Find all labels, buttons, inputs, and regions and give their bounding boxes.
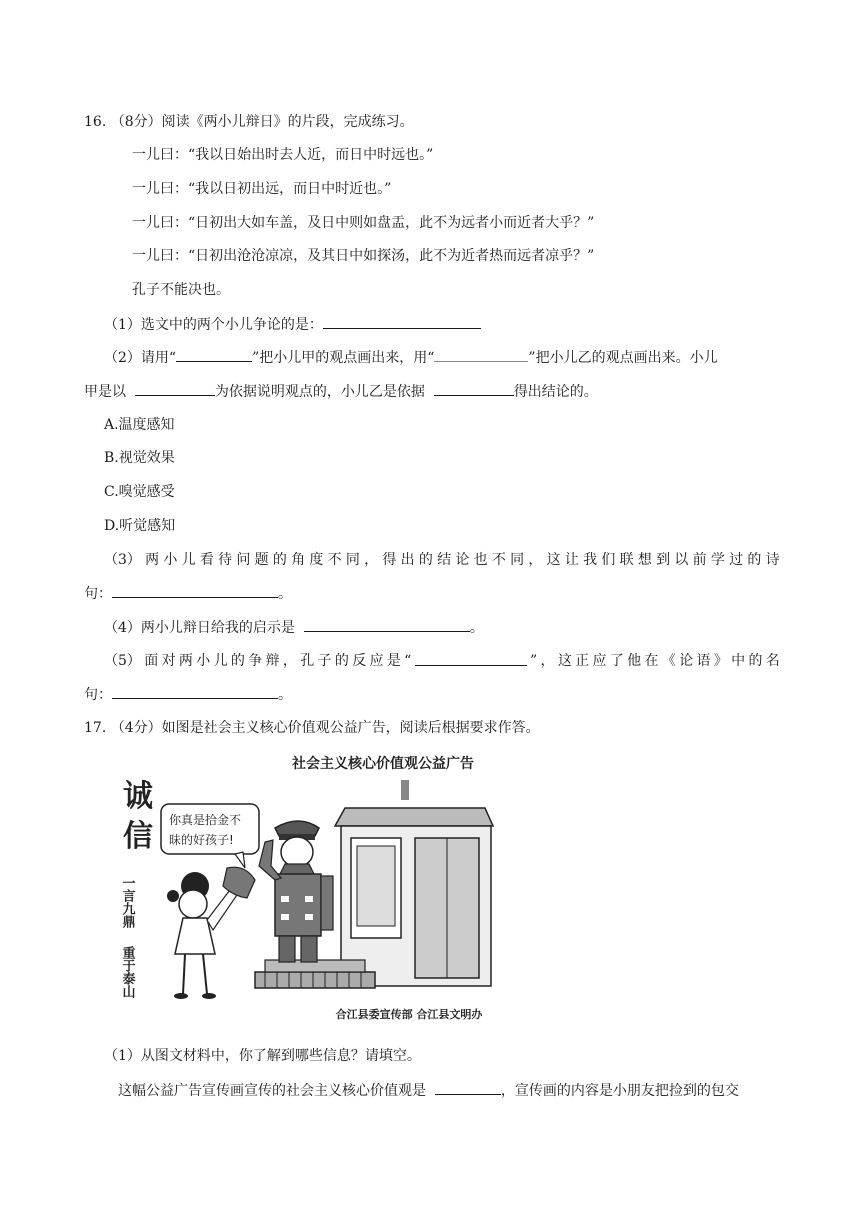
- text-char: 的: [334, 653, 349, 669]
- q17-sub1-text-a: 这幅公益广告宣传画宣传的社会主义核心价值观是: [118, 1083, 426, 1099]
- text-char: 论: [455, 552, 470, 568]
- text-char: 了: [609, 653, 624, 669]
- q16-sub2-text-a: （2）请用“: [104, 350, 177, 366]
- q16-sub3-end: 。: [278, 586, 292, 602]
- poster-credit: 合江县委宣传部 合江县文明办: [335, 1008, 483, 1021]
- text-char: 同: [510, 552, 525, 568]
- text-char: 前: [692, 552, 707, 568]
- q16-sub2-text-f: 得出结论的。: [513, 384, 598, 400]
- q16-sub5-line1: [104, 651, 780, 671]
- passage-line-2: 一儿曰：“我以日初出远，而日中时近也。”: [132, 181, 392, 197]
- text-char: 度: [309, 552, 324, 568]
- text-char: 应: [369, 653, 384, 669]
- text-char: （5）: [104, 653, 141, 669]
- text-char: 问: [236, 552, 251, 568]
- text-char: 的: [230, 653, 245, 669]
- bubble-text-1: 你真是拾金不: [169, 813, 242, 827]
- text-char: 两: [178, 653, 193, 669]
- text-char: 论: [679, 653, 694, 669]
- answer-blank[interactable]: [135, 381, 215, 396]
- q16-sub2-text-c: ”把小儿乙的观点画出来。小儿: [528, 350, 718, 366]
- text-char: 的: [418, 552, 433, 568]
- passage-line-1: 一儿曰：“我以日始出时去人近，而日中时远也。”: [132, 147, 434, 163]
- q16-sub2-text-b: ”把小儿甲的观点画出来，用“: [252, 350, 435, 366]
- q16-sub4-end: 。: [469, 620, 484, 636]
- underline-sample-solid[interactable]: [176, 347, 252, 362]
- text-char: 小: [163, 552, 178, 568]
- text-char: ，: [282, 653, 297, 669]
- text-char: “: [404, 653, 412, 669]
- text-char: 的: [272, 552, 287, 568]
- text-char: ”: [530, 653, 538, 669]
- text-char: ，: [528, 552, 543, 568]
- sentry-box: [335, 780, 493, 986]
- text-char: 应: [592, 653, 607, 669]
- text-char: 反: [352, 653, 367, 669]
- answer-blank[interactable]: [434, 381, 514, 396]
- text-char: 《: [661, 653, 676, 669]
- q16-sub2-text-d: 甲是以: [84, 384, 126, 400]
- q16-sub5-end: 。: [278, 687, 292, 703]
- answer-blank[interactable]: [304, 617, 470, 632]
- text-char: 的: [747, 552, 762, 568]
- text-char: 得: [382, 552, 397, 568]
- text-char: 角: [291, 552, 306, 568]
- answer-blank[interactable]: [112, 684, 278, 699]
- q16-sub5-line2: [84, 684, 292, 705]
- text-char: 两: [145, 552, 160, 568]
- text-char: 看: [199, 552, 214, 568]
- text-char: 到: [656, 552, 671, 568]
- question-17-header: 17. （4分）如图是社会主义核心价值观公益广告，阅读后根据要求作答。: [84, 720, 540, 736]
- text-char: 孔: [300, 653, 315, 669]
- q16-sub3-line2: [84, 583, 292, 604]
- q16-sub1-text: （1）选文中的两个小儿争论的是：: [104, 317, 323, 333]
- q16-sub2-text-e: 为依据说明观点的，小儿乙是依据: [214, 384, 425, 400]
- text-char: 他: [627, 653, 642, 669]
- text-char: 是: [386, 653, 401, 669]
- answer-blank[interactable]: [415, 651, 527, 666]
- answer-blank[interactable]: [112, 583, 278, 598]
- text-char: 诗: [765, 552, 780, 568]
- text-char: 名: [765, 653, 780, 669]
- text-char: ，: [364, 552, 379, 568]
- text-char: 中: [731, 653, 746, 669]
- q16-sub3-text-b: 句：: [84, 586, 112, 602]
- text-char: 小: [196, 653, 211, 669]
- q16-sub2-line2: [84, 381, 598, 402]
- text-char: 在: [644, 653, 659, 669]
- answer-blank[interactable]: [323, 314, 481, 329]
- text-char: 面: [144, 653, 159, 669]
- text-char: 学: [710, 552, 725, 568]
- question-16-header: 16. （8分）阅读《两小儿辩日》的片段，完成练习。: [84, 114, 414, 130]
- text-char: 联: [619, 552, 634, 568]
- option-a: A.温度感知: [104, 417, 175, 433]
- text-char: 对: [161, 653, 176, 669]
- q16-sub1: [104, 314, 481, 335]
- poster-motto-2: 重于泰山: [119, 946, 135, 998]
- text-char: 以: [674, 552, 689, 568]
- q16-sub4-text: （4）两小儿辩日给我的启示是: [104, 620, 295, 636]
- text-char: 待: [218, 552, 233, 568]
- public-service-poster: [115, 746, 505, 1028]
- text-char: 正: [575, 653, 590, 669]
- text-char: 语: [696, 653, 711, 669]
- text-char: 子: [317, 653, 332, 669]
- q17-sub1-body: [118, 1080, 739, 1101]
- text-char: ，: [540, 653, 555, 669]
- poster-illustration: [115, 746, 505, 1028]
- poster-char-1: 诚: [123, 779, 153, 814]
- text-char: 出: [400, 552, 415, 568]
- q17-sub1-text-b: ，宣传画的内容是小朋友把捡到的包交: [500, 1083, 739, 1099]
- q17-sub1: （1）从图文材料中，你了解到哪些信息？请填空。: [104, 1048, 421, 1064]
- platform: [255, 960, 375, 988]
- text-char: 辩: [265, 653, 280, 669]
- bubble-text-2: 昧的好孩子!: [169, 833, 234, 847]
- underline-sample-thin[interactable]: [434, 347, 528, 362]
- text-char: 过: [729, 552, 744, 568]
- text-char: 题: [254, 552, 269, 568]
- option-d: D.听觉感知: [104, 518, 176, 534]
- text-char: 这: [546, 552, 561, 568]
- text-char: 不: [327, 552, 342, 568]
- text-char: 这: [557, 653, 572, 669]
- q16-sub3-line1: [104, 550, 780, 570]
- poster-motto-1: 一言九鼎: [119, 876, 135, 928]
- text-char: 让: [564, 552, 579, 568]
- poster-char-2: 信: [123, 819, 153, 854]
- text-char: 想: [637, 552, 652, 568]
- option-c: C.嗅觉感受: [104, 484, 175, 500]
- q16-sub2-line1: [104, 347, 718, 368]
- q16-sub5-text-b: 句：: [84, 687, 112, 703]
- text-char: 不: [491, 552, 506, 568]
- passage-line-4: 一儿曰：“日初出沧沧凉凉，及其日中如探汤，此不为近者热而远者凉乎？”: [132, 248, 595, 264]
- text-char: 们: [601, 552, 616, 568]
- passage-line-5: 孔子不能决也。: [132, 282, 230, 298]
- text-char: 儿: [181, 552, 196, 568]
- text-char: 同: [345, 552, 360, 568]
- passage-line-3: 一儿曰：“日初出大如车盖，及日中则如盘盂，此不为远者小而近者大乎？”: [132, 215, 595, 231]
- text-char: 结: [437, 552, 452, 568]
- text-char: 儿: [213, 653, 228, 669]
- text-char: 的: [748, 653, 763, 669]
- poster-title: 社会主义核心价值观公益广告: [292, 756, 474, 772]
- option-b: B.视觉效果: [104, 450, 175, 466]
- text-char: （3）: [104, 552, 141, 568]
- text-char: 》: [713, 653, 728, 669]
- answer-blank[interactable]: [435, 1080, 501, 1095]
- text-char: 也: [473, 552, 488, 568]
- text-char: 我: [583, 552, 598, 568]
- text-char: 争: [248, 653, 263, 669]
- q16-sub4: [104, 617, 484, 638]
